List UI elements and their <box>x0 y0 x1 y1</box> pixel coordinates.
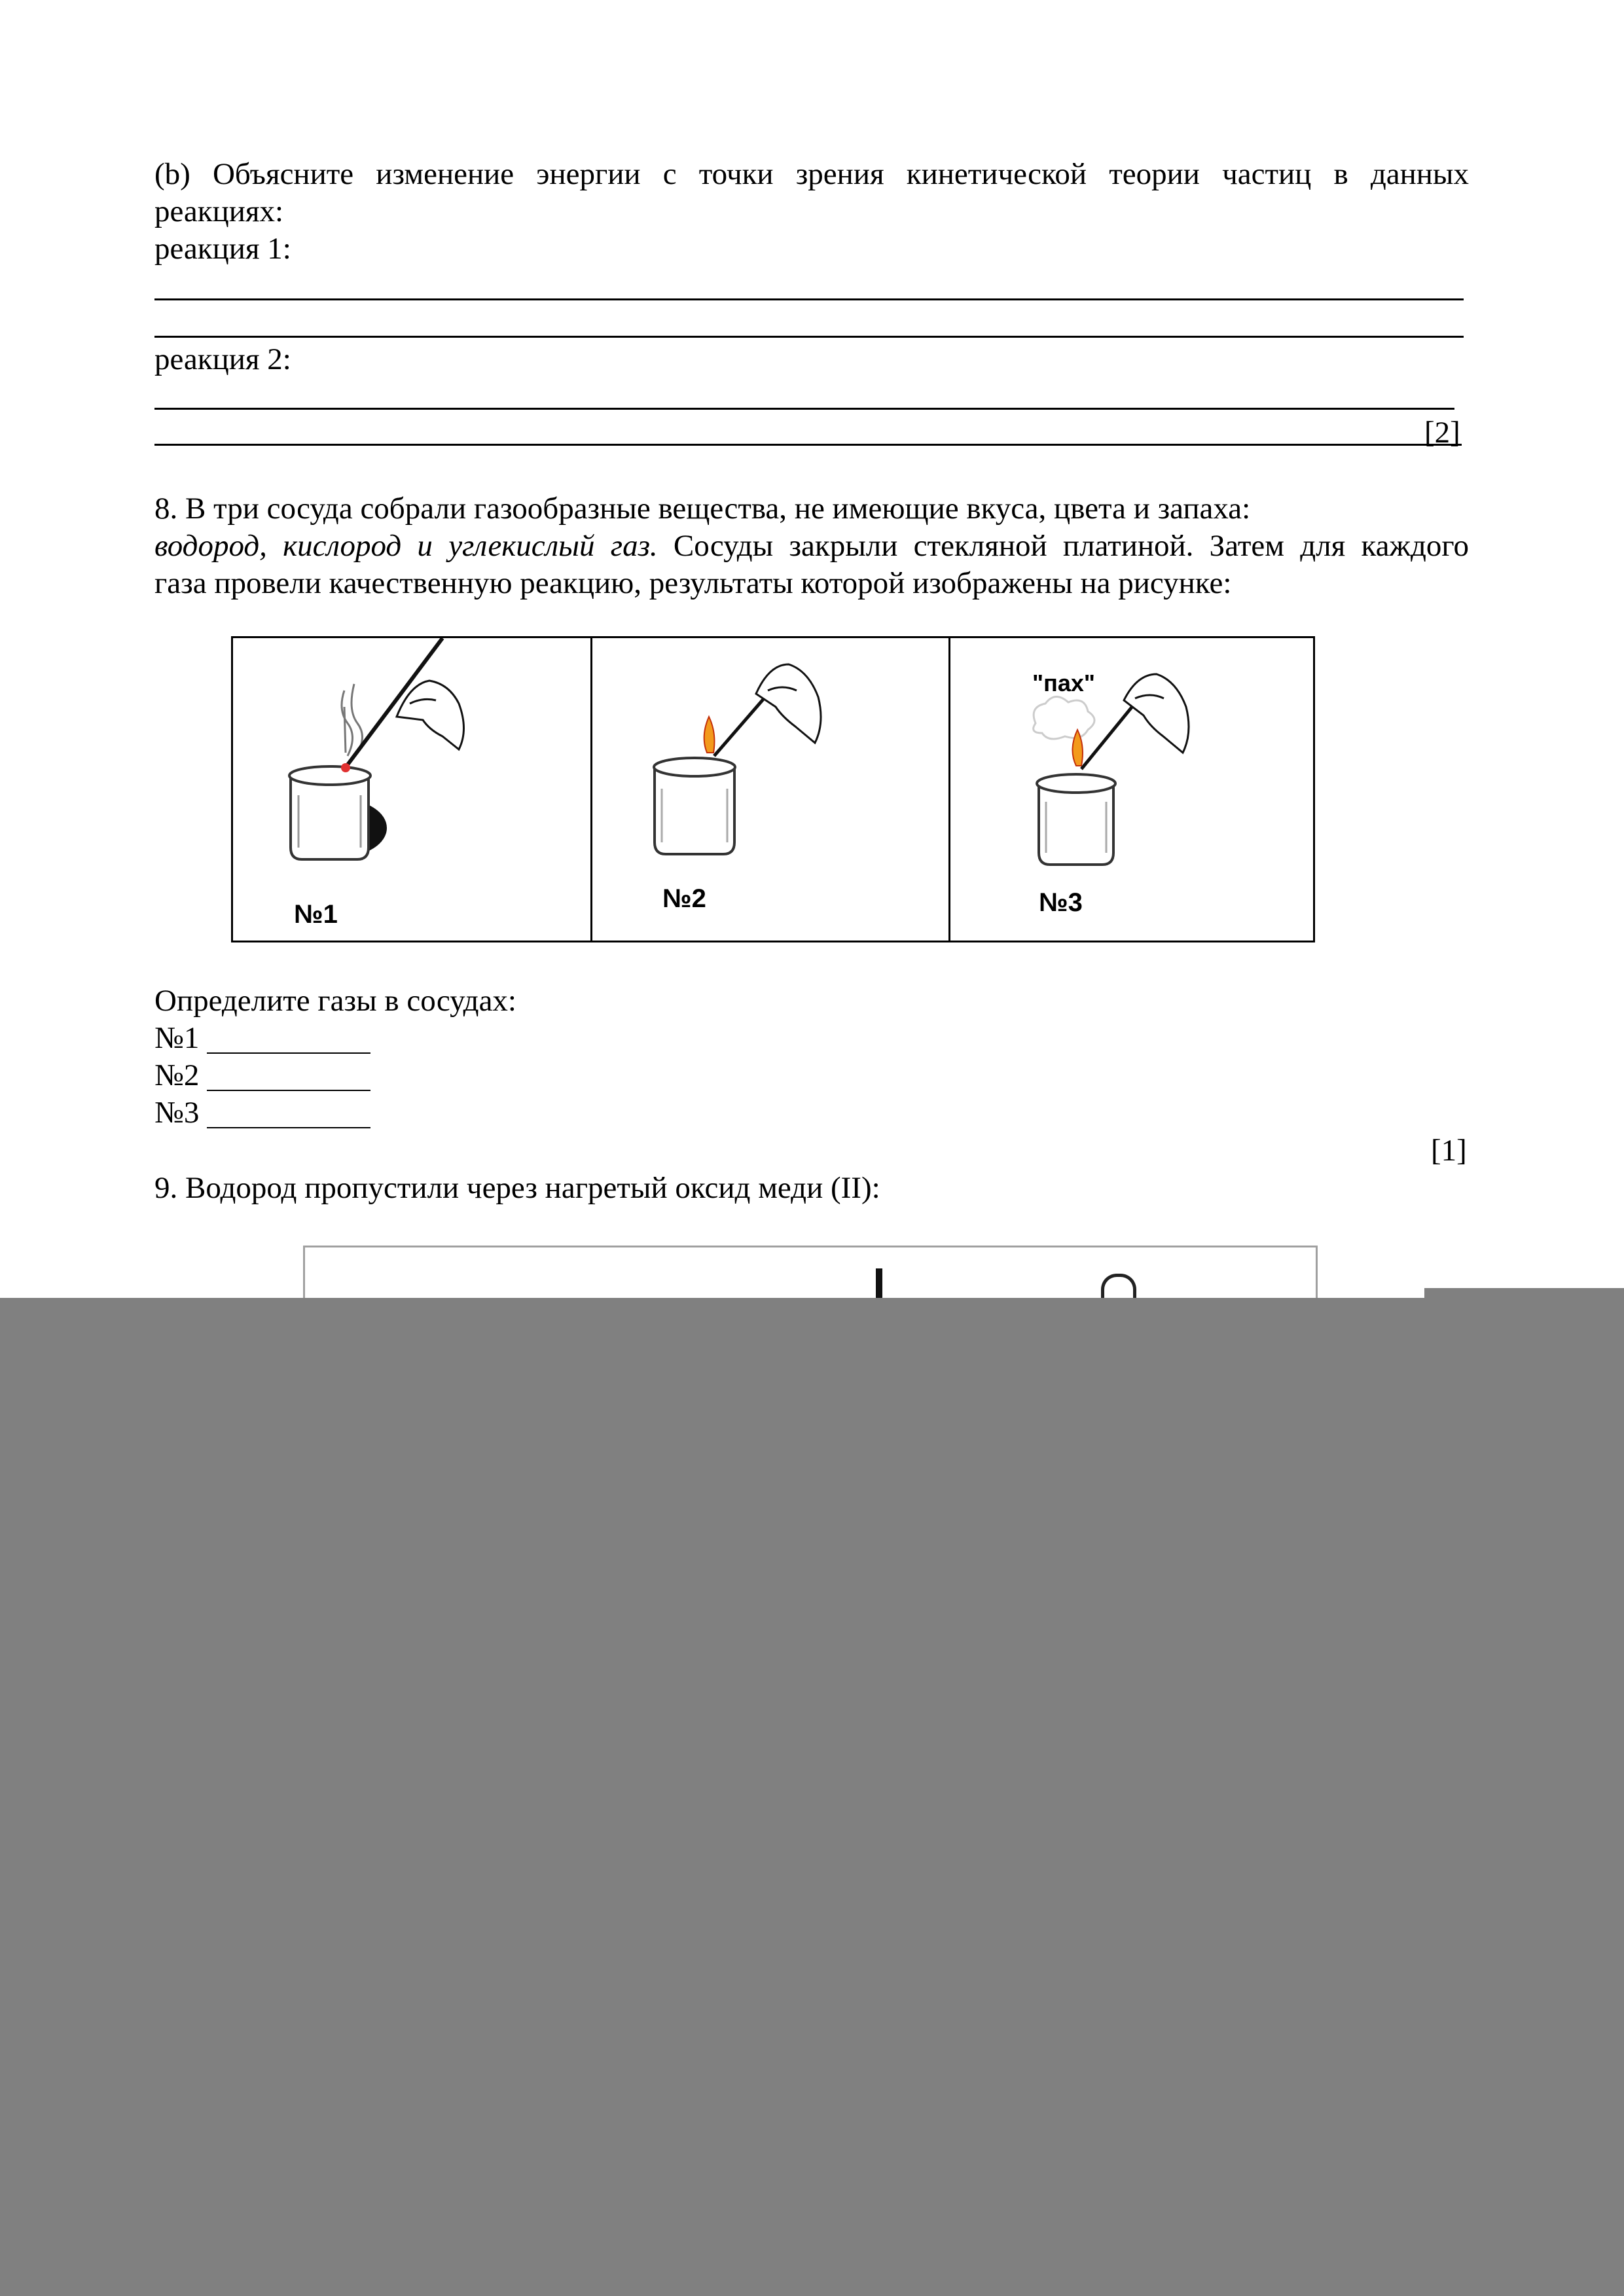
q8-line1: 8. В три сосуда собрали газообразные вещества, не имеющие вкуса, цвета и запаха: <box>154 492 1251 526</box>
reaction2-label: реакция 2: <box>154 342 291 376</box>
gray-mask-area <box>0 1298 1624 2296</box>
beaker-smoldering-splint-illustration <box>233 638 590 941</box>
answer-blank[interactable] <box>207 1061 370 1091</box>
q8-line2 <box>154 531 1469 562</box>
gas-test-figure <box>231 636 1315 942</box>
answer-line[interactable] <box>154 444 1462 446</box>
figure-panel-2 <box>590 638 950 941</box>
answer-line[interactable] <box>154 336 1464 338</box>
reaction1-label: реакция 1: <box>154 232 291 266</box>
beaker-flame-illustration <box>592 638 950 941</box>
beaker-pop-flame-illustration <box>950 638 1315 941</box>
answer-line[interactable] <box>154 298 1464 300</box>
answer-number: №2 <box>154 1058 200 1092</box>
answer-blank[interactable] <box>207 1098 370 1128</box>
answer-number: №1 <box>154 1021 200 1055</box>
q8-line3: газа провели качественную реакцию, результаты которой изображены на рисунке: <box>154 566 1232 600</box>
answer-blank[interactable] <box>207 1024 370 1054</box>
apparatus-tube <box>876 1268 882 1301</box>
sound-label: "пах" <box>1032 670 1095 696</box>
q7b-prompt-line2: реакциях: <box>154 194 284 228</box>
gas-list: водород, кислород и углекислый газ. <box>154 529 658 563</box>
figure-panel-1 <box>233 638 590 941</box>
panel3-label: №3 <box>1039 888 1083 917</box>
marks-q8: [1] <box>1431 1134 1467 1168</box>
answer-row-2[interactable] <box>154 1060 370 1091</box>
determine-gases-label: Определите газы в сосудах: <box>154 984 516 1018</box>
panel2-label: №2 <box>662 884 706 913</box>
panel1-label: №1 <box>294 900 338 929</box>
q9-line1: 9. Водород пропустили через нагретый оксид меди (II): <box>154 1171 880 1205</box>
q7b-prompt-line1: (b) Объясните изменение энергии с точки зрения кинетической теории частиц в данных <box>154 157 1469 191</box>
answer-number: №3 <box>154 1096 200 1130</box>
marks-q7b: [2] <box>1424 416 1460 450</box>
answer-line[interactable] <box>154 408 1454 410</box>
q8-line2-rest: Сосуды закрыли стекляной платиной. Затем для каждого <box>657 529 1469 563</box>
answer-row-3[interactable] <box>154 1098 370 1128</box>
figure-panel-3 <box>948 638 1315 941</box>
copper-oxide-apparatus-figure <box>303 1246 1318 1299</box>
answer-row-1[interactable] <box>154 1023 370 1054</box>
